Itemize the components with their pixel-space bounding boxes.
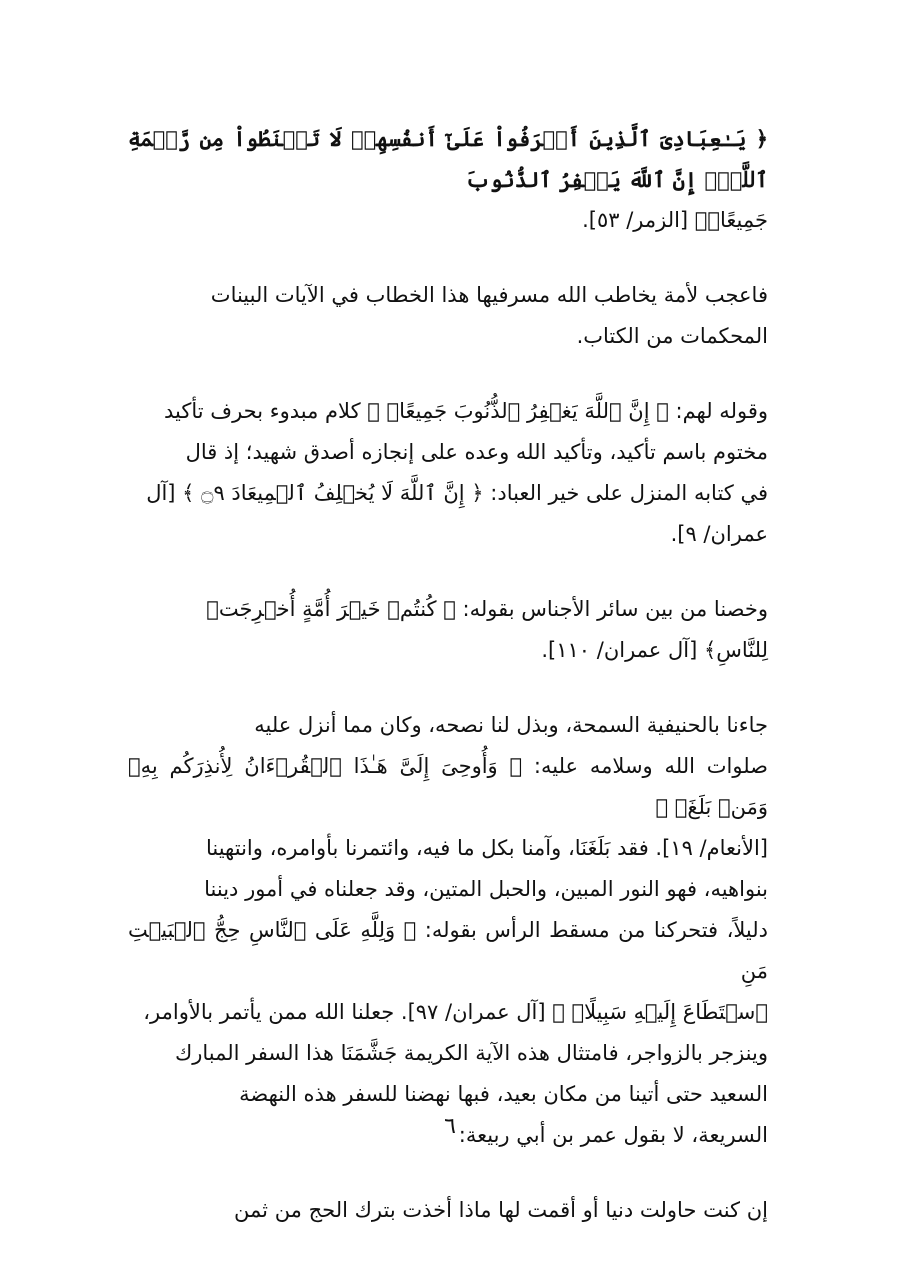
text-line: لِلنَّاسِ﴾ [آل عمران/ ١١٠].	[541, 638, 768, 662]
page-body	[128, 118, 768, 1265]
text-line: السعيد حتى أتينا من مكان بعيد، فبها نهضنا للسفر هذه النهضة	[239, 1082, 768, 1106]
text-line: ﴿ يَـٰعِبَادِىَ ٱلَّذِينَ أَسۡرَفُواْ عَلَىٰٓ أَنفُسِهِمۡ لَا تَقۡنَطُواْ مِن رَّحۡمَةِ ٱللَّهِۚ إِنَّ ٱللَّهَ يَغۡفِرُ ٱلذُّنُوبَ	[128, 126, 768, 192]
text-line: وقوله لهم: ﴿ إِنَّ ٱللَّهَ يَغۡفِرُ ٱلذُّنُوبَ جَمِيعًاۚ ﴾ كلام مبدوء بحرف تأكيد	[164, 399, 768, 423]
text-line: مختوم باسم تأكيد، وتأكيد الله وعده على إنجازه أصدق شهيد؛ إذ قال	[185, 440, 768, 464]
text-line: وينزجر بالزواجر، فامتثال هذه الآية الكريمة جَشَّمَنَا هذا السفر المبارك	[174, 1041, 768, 1065]
text-line: السريعة، لا بقول عمر بن أبي ربيعة:	[458, 1123, 768, 1147]
text-line: جاءنا بالحنيفية السمحة، وبذل لنا نصحه، وكان مما أنزل عليه	[254, 713, 768, 737]
paragraph-5	[128, 705, 768, 1156]
paragraph-2	[128, 275, 768, 357]
text-line: [الأنعام/ ١٩]. فقد بَلَغَنَا، وآمنا بكل ما فيه، وائتمرنا بأوامره، وانتهينا	[205, 836, 768, 860]
text-line: المحكمات من الكتاب.	[576, 324, 768, 348]
text-line: في كتابه المنزل على خير العباد: ﴿ إِنَّ ٱللَّهَ لَا يُخۡلِفُ ٱلۡمِيعَادَ ۝٩ ﴾ [آل	[146, 481, 768, 505]
text-line: صلوات الله وسلامه عليه: ﴿ وَأُوحِىَ إِلَىَّ هَـٰذَا ٱلۡقُرۡءَانُ لِأُنذِرَكُم بِهِۦ وَمَنۢ بَلَغَۚ ﴾	[128, 754, 768, 819]
page-number: ٦	[444, 1114, 456, 1139]
poem-verse	[128, 1190, 768, 1231]
text-line: وخصنا من بين سائر الأجناس بقوله: ﴿ كُنتُمۡ خَيۡرَ أُمَّةٍ أُخۡرِجَتۡ	[206, 597, 768, 621]
text-line: عمران/ ٩].	[670, 522, 768, 546]
text-line: جَمِيعًاۚ﴾ [الزمر/ ٥٣].	[582, 208, 768, 232]
paragraph-4	[128, 589, 768, 671]
paragraph-1	[128, 118, 768, 241]
text-line: فاعجب لأمة يخاطب الله مسرفيها هذا الخطاب في الآيات البينات	[210, 283, 768, 307]
text-line: بنواهيه، فهو النور المبين، والحبل المتين، وقد جعلناه في أمور ديننا	[204, 877, 768, 901]
text-line: إن كنت حاولت دنيا أو أقمت لها ماذا أخذت بترك الحج من ثمن	[234, 1198, 768, 1222]
text-line: دليلاً، فتحركنا من مسقط الرأس بقوله: ﴿ وَلِلَّهِ عَلَى ٱلنَّاسِ حِجُّ ٱلۡبَيۡتِ مَنِ	[128, 918, 768, 983]
paragraph-3	[128, 391, 768, 555]
text-line: ٱسۡتَطَاعَ إِلَيۡهِ سَبِيلًاۚ ﴾ [آل عمران/ ٩٧]. جعلنا الله ممن يأتمر بالأوامر،	[143, 1000, 768, 1024]
